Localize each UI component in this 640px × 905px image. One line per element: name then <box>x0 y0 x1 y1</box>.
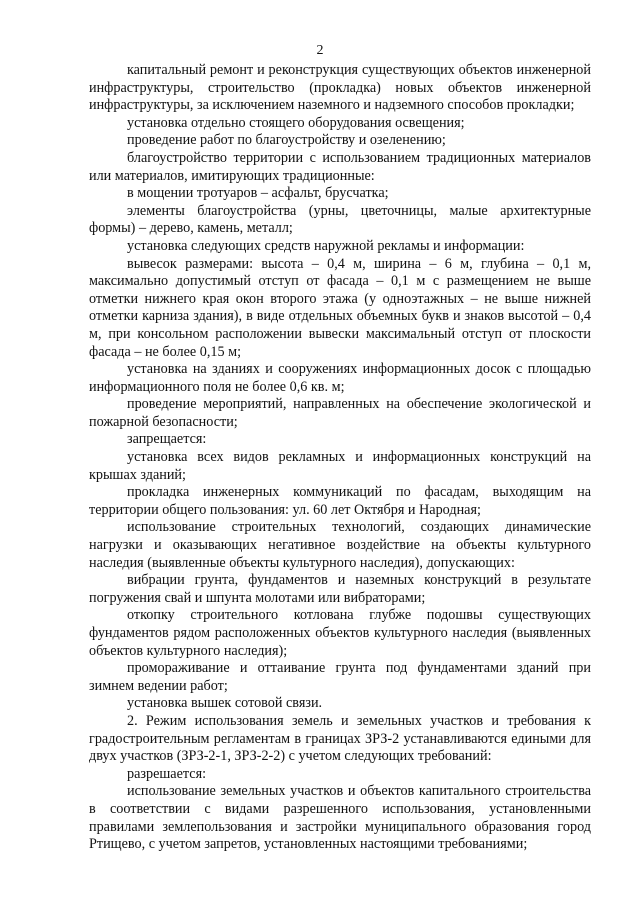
paragraph: разрешается: <box>127 765 207 782</box>
paragraph: установка всех видов рекламных и информационных конструкций на крышах зданий; <box>89 449 591 483</box>
paragraph: вывесок размерами: высота – 0,4 м, ширина – 6 м, глубина – 0,1 м, максимально допустимый отступ от фасада – 0,1 м с размещением не выше отметки нижнего края окон второго этажа (у одноэтажных – не выше нижней отметки карниза здания), в виде отдельных объемных букв и знаков высотой – 0,4 м, при консольном расположении вывески максимальный отступ от плоскости фасада – не более 0,15 м; <box>89 255 591 360</box>
paragraph: прокладка инженерных коммуникаций по фасадам, выходящим на территории общего пользования: ул. 60 лет Октября и Народная; <box>89 484 591 518</box>
paragraph: промораживание и оттаивание грунта под фундаментами зданий при зимнем ведении работ; <box>89 660 591 694</box>
paragraph: установка вышек сотовой связи. <box>127 695 323 712</box>
paragraph: установка следующих средств наружной рекламы и информации: <box>127 237 525 254</box>
page-number: 2 <box>316 43 324 58</box>
document-body <box>89 62 591 854</box>
paragraph: вибрации грунта, фундаментов и наземных конструкций в результате погружения свай и шпунта молотами или вибраторами; <box>89 572 591 606</box>
paragraph: капитальный ремонт и реконструкция существующих объектов инженерной инфраструктуры, строительство (прокладка) новых объектов инженерной инфраструктуры, за исключением наземного и надземного способов прокладки; <box>89 62 591 114</box>
paragraph: в мощении тротуаров – асфальт, брусчатка; <box>127 185 389 202</box>
paragraph: благоустройство территории с использованием традиционных материалов или материалов, имитирующих традиционные: <box>89 149 591 184</box>
paragraph: запрещается: <box>127 431 207 448</box>
paragraph: использование земельных участков и объектов капитального строительства в соответствии с видами разрешенного использования, установленными правилами землепользования и застройки муниципального образования город Ртищево, с учетом запретов, установленных настоящими требованиями; <box>89 783 591 853</box>
paragraph: проведение мероприятий, направленных на обеспечение экологической и пожарной безопасности; <box>89 396 591 430</box>
paragraph: использование строительных технологий, создающих динамические нагрузки и оказывающих негативное воздействие на объекты культурного наследия (выявленные объекты культурного наследия), допускающих: <box>89 519 591 571</box>
paragraph: установка отдельно стоящего оборудования освещения; <box>127 114 465 131</box>
paragraph: установка на зданиях и сооружениях информационных досок с площадью информационного поля не более 0,6 кв. м; <box>89 361 591 395</box>
paragraph: 2. Режим использования земель и земельных участков и требования к градостроительным регламентам в границах ЗРЗ-2 устанавливаются едиными для двух участков (ЗРЗ-2-1, ЗРЗ-2-2) с учетом следующих требований: <box>89 712 591 765</box>
paragraph: откопку строительного котлована глубже подошвы существующих фундаментов рядом расположенных объектов культурного наследия (выявленных объектов культурного наследия); <box>89 607 591 659</box>
paragraph: проведение работ по благоустройству и озеленению; <box>127 132 446 149</box>
paragraph: элементы благоустройства (урны, цветочницы, малые архитектурные формы) – дерево, камень, металл; <box>89 202 591 237</box>
